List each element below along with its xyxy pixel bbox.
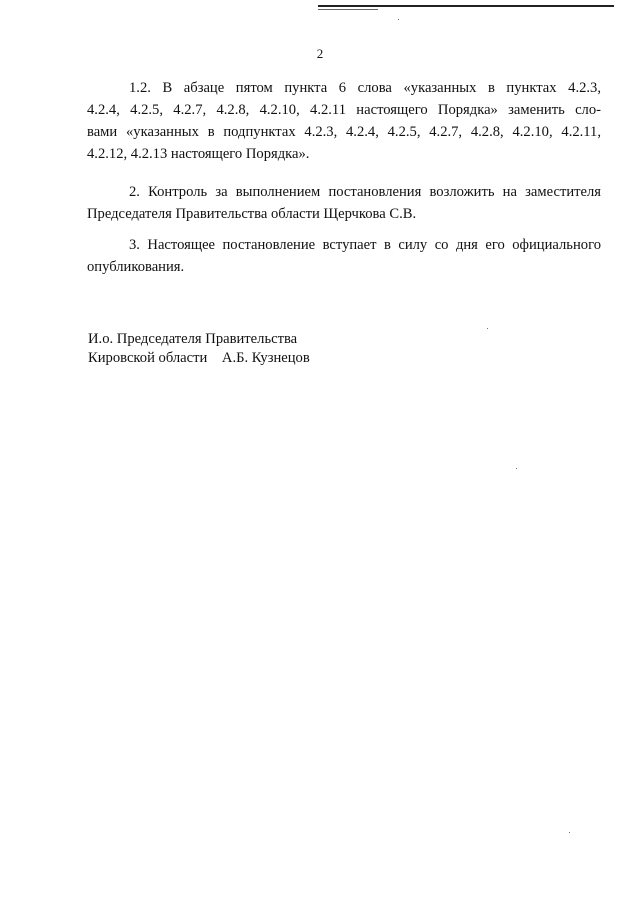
paragraph-line: 1.2. В абзаце пятом пункта 6 слова «указанных в пунктах 4.2.3, bbox=[129, 80, 601, 96]
paragraph-line: 4.2.4, 4.2.5, 4.2.7, 4.2.8, 4.2.10, 4.2.11 настоящего Порядка» заменить сло- bbox=[87, 102, 601, 118]
scan-speck bbox=[516, 468, 517, 469]
signature-block bbox=[88, 330, 310, 368]
header-rule-secondary bbox=[318, 9, 378, 10]
scan-speck bbox=[398, 19, 399, 20]
paragraph-line: вами «указанных в подпунктах 4.2.3, 4.2.4, 4.2.5, 4.2.7, 4.2.8, 4.2.10, 4.2.11, bbox=[87, 124, 601, 140]
paragraph-line: 4.2.12, 4.2.13 настоящего Порядка». bbox=[87, 146, 310, 162]
signature-name: Кировской области А.Б. Кузнецов bbox=[88, 350, 310, 366]
header-rule bbox=[318, 5, 614, 7]
paragraph-line: 2. Контроль за выполнением постановления возложить на заместителя bbox=[129, 184, 601, 200]
paragraph-1-2 bbox=[87, 77, 601, 165]
page-number: 2 bbox=[316, 46, 324, 61]
paragraph-3 bbox=[87, 234, 601, 278]
paragraph-2 bbox=[87, 181, 601, 225]
paragraph-line: опубликования. bbox=[87, 259, 185, 275]
paragraph-line: 3. Настоящее постановление вступает в силу со дня его официального bbox=[129, 237, 601, 253]
signature-title: И.о. Председателя Правительства bbox=[88, 331, 298, 347]
paragraph-line: Председателя Правительства области Щерчкова С.В. bbox=[87, 206, 417, 222]
scan-speck bbox=[569, 832, 570, 833]
scan-speck bbox=[487, 328, 488, 329]
